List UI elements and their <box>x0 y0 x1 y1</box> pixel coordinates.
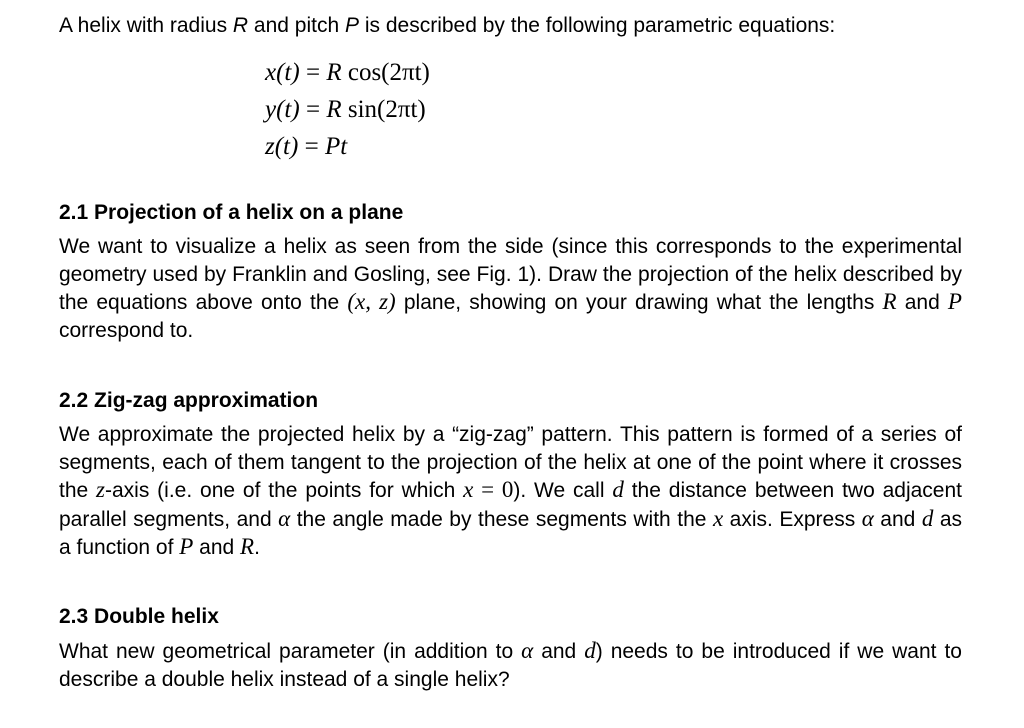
section-heading: 2.2 Zig-zag approximation <box>59 389 319 412</box>
section-paragraph: We approximate the projected helix by a “zig-zag” pattern. This pattern is formed of a series of segments, each of them tangent to the projection of the helix at one of the point where it crosses the z-axis (i.e. one of the points for which x = 0). We call d the distance between two adjacent parallel segments, and α the angle made by these segments with the x axis. Express α and d as a function of P and R. <box>59 423 963 559</box>
section-zigzag <box>59 387 962 562</box>
equation-z: z(t) = Pt <box>265 133 348 160</box>
intro-text: is described by the following parametric equations: <box>359 14 836 37</box>
section-paragraph: What new geometrical parameter (in addition to α and d) needs to be introduced if we want to describe a double helix instead of a single helix? <box>59 638 962 691</box>
section-projection <box>59 199 962 344</box>
section-double-helix <box>59 603 962 693</box>
section-heading: 2.1 Projection of a helix on a plane <box>59 201 404 224</box>
section-heading: 2.3 Double helix <box>59 605 219 628</box>
symbol-R: R <box>232 14 249 37</box>
intro-text: A helix with radius <box>59 14 233 37</box>
symbol-P: P <box>345 14 360 37</box>
equation-y: y(t) = R sin(2πt) <box>265 96 426 123</box>
parametric-equations <box>265 54 430 165</box>
section-paragraph: We want to visualize a helix as seen from the side (since this corresponds to the experimental geometry used by Franklin and Gosling, see Fig. 1). Draw the projection of the helix described by the equations above onto the (x, z) plane, showing on your drawing what the lengths R and P correspond to. <box>59 235 962 342</box>
intro-text: and pitch <box>248 14 345 37</box>
equation-x: x(t) = R cos(2πt) <box>265 59 430 86</box>
document-page <box>59 0 962 728</box>
intro-sentence <box>59 12 835 39</box>
